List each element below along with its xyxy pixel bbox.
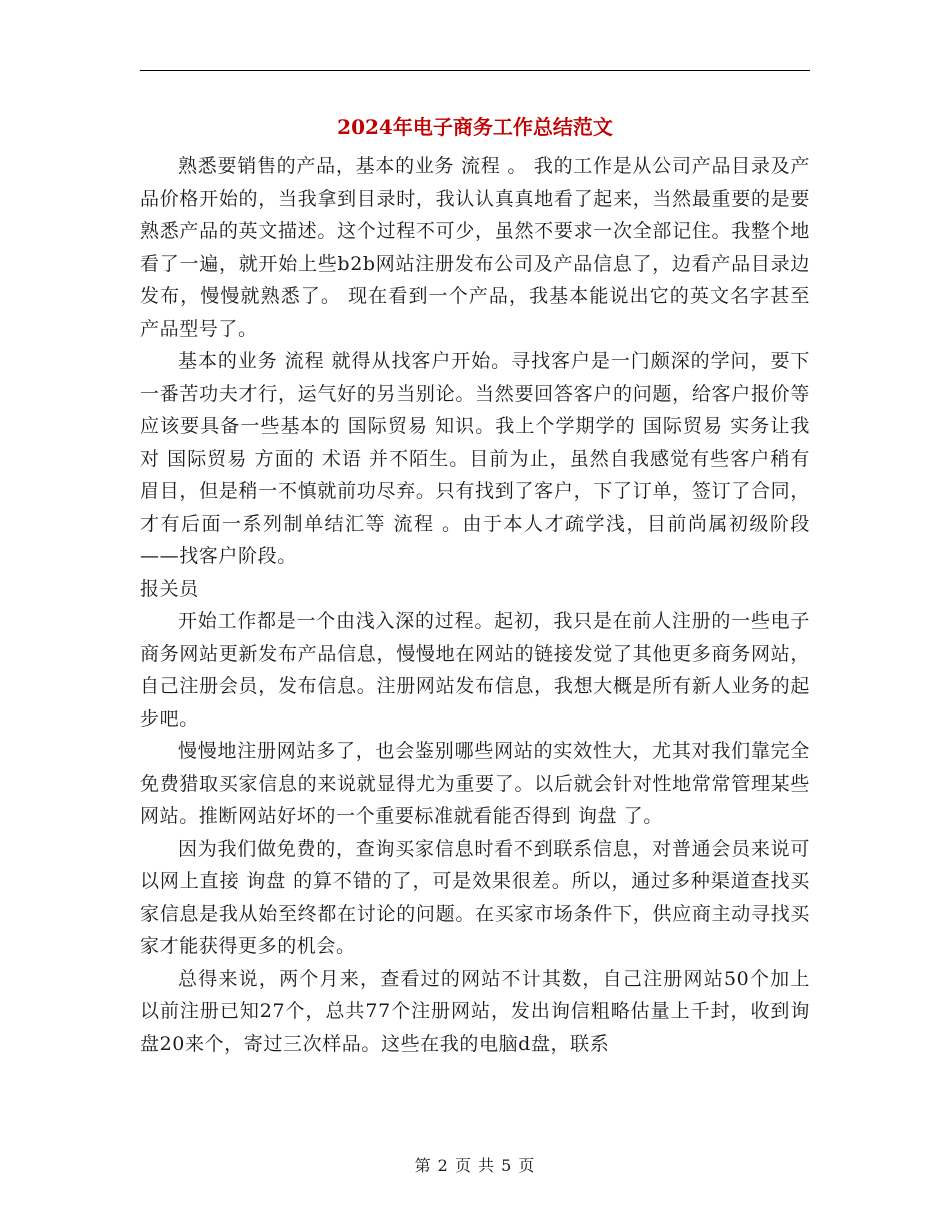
paragraph-1: 熟悉要销售的产品，基本的业务 流程 。 我的工作是从公司产品目录及产品价格开始的，当我拿到目录时，我认认真真地看了起来，当然最重要的是要熟悉产品的英文描述。这个过程不可少，虽然不要求一次全部记住。我整个地看了一遍，就开始上些b2b网站注册发布公司及产品信息了，边看产品目录边发布，慢慢就熟悉了。 现在看到一个产品，我基本能说出它的英文名字甚至产品型号了。 [140,155,810,340]
paragraph-6: 因为我们做免费的，查询买家信息时看不到联系信息，对普通会员来说可以网上直接 询盘 的算不错的了，可是效果很差。所以，通过多种渠道查找买家信息是我从始至终都在讨论的问题。在买家市场条件下，供应商主动寻找买家才能获得更多的机会。 [140,837,810,957]
paragraph-5: 慢慢地注册网站多了，也会鉴别哪些网站的实效性大，尤其对我们靠完全免费猎取买家信息的来说就显得尤为重要了。以后就会针对性地常常管理某些网站。推断网站好坏的一个重要标准就看能否得到 询盘 了。 [140,740,810,827]
paragraph-4: 开始工作都是一个由浅入深的过程。起初，我只是在前人注册的一些电子商务网站更新发布产品信息，慢慢地在网站的链接发觉了其他更多商务网站，自己注册会员，发布信息。注册网站发布信息，我想大概是所有新人业务的起步吧。 [140,610,810,730]
document-title: 2024年电子商务工作总结范文 [337,115,613,139]
paragraph-7: 总得来说，两个月来，查看过的网站不计其数，自己注册网站50个加上以前注册已知27个，总共77个注册网站，发出询信粗略估量上千封，收到询盘20来个，寄过三次样品。这些在我的电脑d盘，联系 [140,967,810,1055]
page-footer [140,1154,810,1178]
document-body [140,150,810,1060]
paragraph-2: 基本的业务 流程 就得从找客户开始。寻找客户是一门颇深的学问，要下一番苦功夫才行，运气好的另当别论。当然要回答客户的问题，给客户报价等应该要具备一些基本的 国际贸易 知识。我上个学期学的 国际贸易 实务让我对 国际贸易 方面的 术语 并不陌生。目前为止，虽然自我感觉有些客户稍有眉目，但是稍一不慎就前功尽弃。只有找到了客户，下了订单，签订了合同，才有后面一系列制单结汇等 流程 。由于本人才疏学浅，目前尚属初级阶段——找客户阶段。 [140,350,810,567]
header-rule [140,70,810,71]
paragraph-3: 报关员 [140,577,199,600]
page-number-label: 第 2 页 共 5 页 [414,1156,536,1175]
